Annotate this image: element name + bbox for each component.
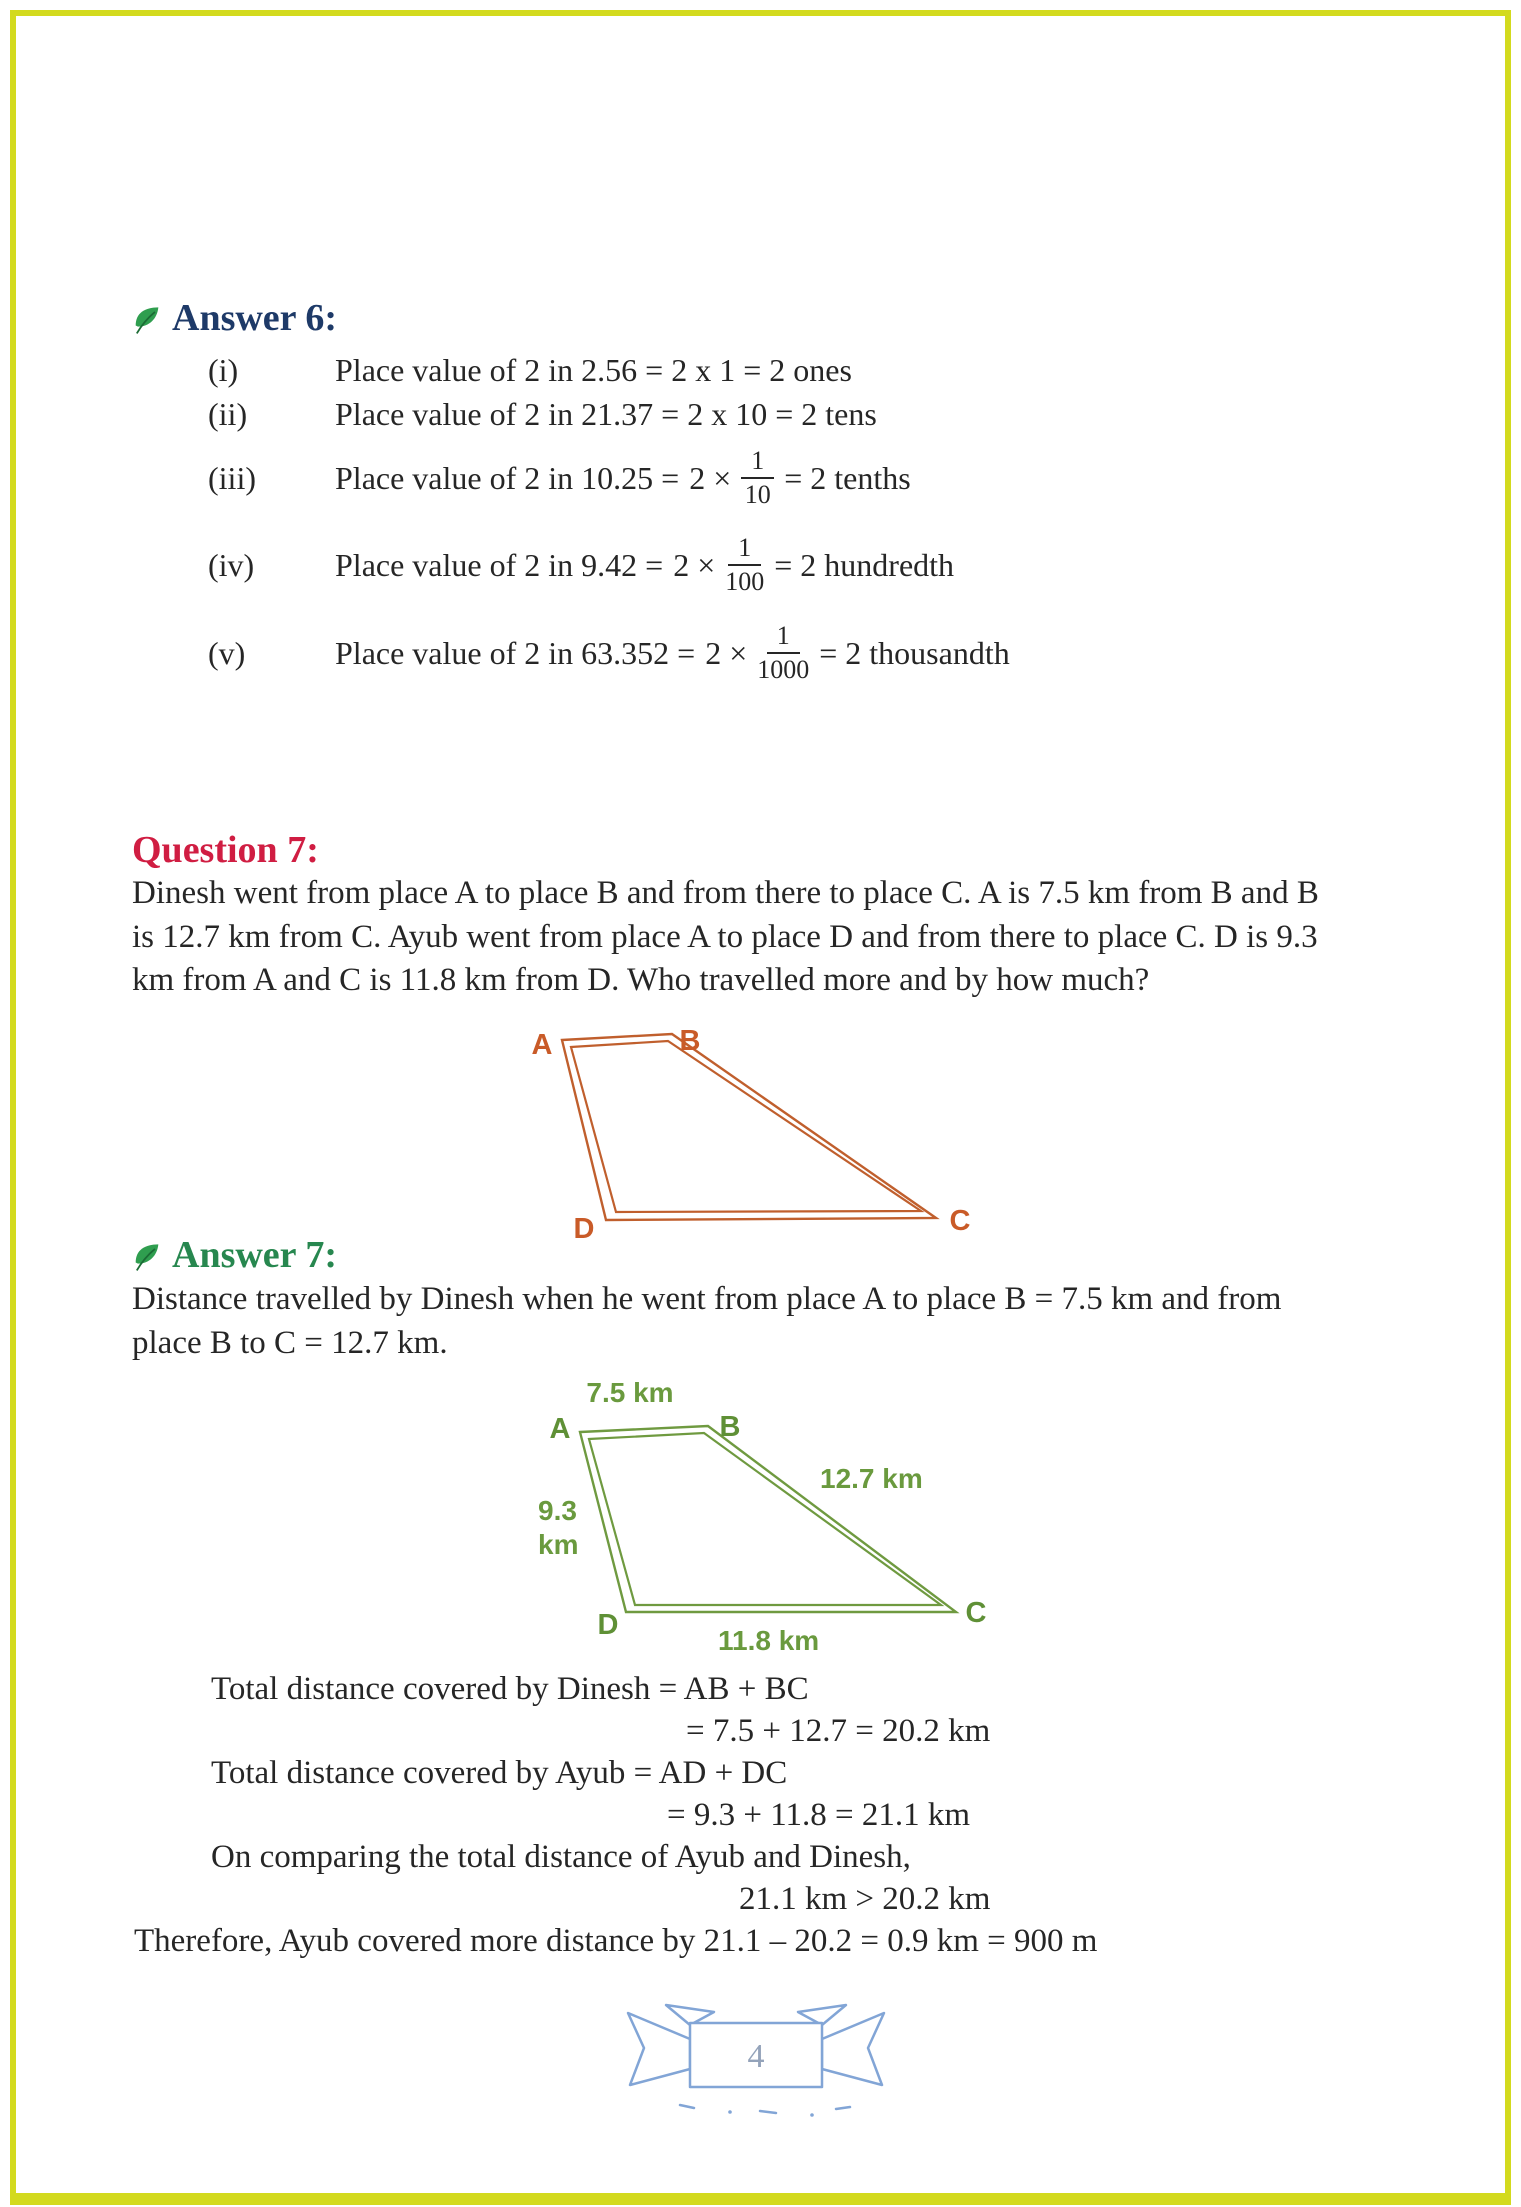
distance-label-dc: 11.8 km — [718, 1625, 820, 1656]
paragraph-line: is 12.7 km from C. Ayub went from place A to place D and from there to place C. D is 9.3 — [132, 918, 1318, 955]
fraction-numerator: 1 — [728, 532, 761, 567]
math-multiplier: 2 × — [705, 634, 748, 671]
route-diagram-question — [520, 1012, 990, 1247]
paragraph-line: km from A and C is 11.8 km from D. Who travelled more and by how much? — [132, 962, 1150, 998]
item-math — [335, 532, 954, 599]
question7-heading: Question 7: — [132, 829, 319, 871]
fraction-numerator: 1 — [767, 620, 800, 655]
item-math — [335, 620, 1010, 687]
fraction — [757, 620, 809, 687]
math-prefix: Place value of 2 in 63.352 = — [335, 634, 696, 671]
fraction-denominator: 10 — [744, 480, 771, 509]
item-math — [335, 445, 911, 512]
distance-label-ad-line1: 9.3 — [538, 1495, 577, 1526]
quad-outline-outer — [580, 1426, 956, 1612]
math-prefix: Place value of 2 in 10.25 = — [335, 459, 680, 496]
calc-line-comparison: On comparing the total distance of Ayub and Dinesh, — [211, 1839, 911, 1875]
vertex-label-b: B — [679, 1025, 701, 1057]
answer7-paragraph — [132, 1278, 1281, 1365]
calc-line-inequality: 21.1 km > 20.2 km — [739, 1881, 991, 1917]
fraction-denominator: 100 — [725, 567, 765, 596]
page-number: 4 — [747, 2038, 765, 2075]
answer6-item-iv — [208, 523, 954, 607]
item-label: (i) — [208, 352, 239, 388]
calc-line-ayub-total: Total distance covered by Ayub = AD + DC — [211, 1755, 788, 1791]
calc-line-ayub-sum: = 9.3 + 11.8 = 21.1 km — [667, 1797, 971, 1833]
vertex-label-d: D — [573, 1213, 595, 1245]
distance-label-bc: 12.7 km — [820, 1463, 923, 1494]
fraction-numerator: 1 — [741, 445, 774, 480]
math-multiplier: 2 × — [673, 546, 716, 583]
item-label: (iii) — [208, 459, 256, 496]
vertex-label-c: C — [949, 1205, 971, 1237]
distance-label-ad-line2: km — [538, 1529, 579, 1560]
paragraph-line: Distance travelled by Dinesh when he went from place A to place B = 7.5 km and from — [132, 1281, 1282, 1317]
fraction — [725, 532, 764, 599]
route-diagram-answer — [518, 1372, 1018, 1667]
ribbon-right-tail — [822, 2013, 884, 2085]
math-suffix: = 2 hundredth — [774, 546, 955, 583]
item-text: Place value of 2 in 21.37 = 2 x 10 = 2 tens — [335, 396, 877, 432]
answer6-item-ii — [208, 396, 877, 433]
answer7-heading-text: Answer 7: — [172, 1234, 338, 1276]
fraction — [741, 445, 774, 512]
item-label: (v) — [208, 634, 246, 671]
ribbon-dashes — [680, 2105, 850, 2117]
distance-label-ab: 7.5 km — [586, 1377, 674, 1408]
quad-outline-outer — [562, 1034, 936, 1220]
leaf-icon — [132, 1241, 162, 1275]
answer6-item-v — [208, 611, 1010, 695]
paragraph-line: place B to C = 12.7 km. — [132, 1324, 448, 1361]
math-suffix: = 2 tenths — [784, 459, 911, 496]
page-number-ribbon — [610, 1985, 902, 2121]
question7-paragraph — [132, 872, 1319, 1003]
calc-line-dinesh-total: Total distance covered by Dinesh = AB + BC — [211, 1671, 809, 1707]
item-label: (iv) — [208, 546, 255, 583]
item-label: (ii) — [208, 396, 248, 432]
vertex-label-d: D — [597, 1609, 619, 1641]
vertex-label-a: A — [549, 1413, 571, 1445]
answer7-heading — [132, 1233, 337, 1277]
answer6-heading — [132, 296, 337, 340]
vertex-label-b: B — [719, 1411, 741, 1443]
calc-line-dinesh-sum: = 7.5 + 12.7 = 20.2 km — [686, 1713, 991, 1749]
math-suffix: = 2 thousandth — [819, 634, 1010, 671]
item-text: Place value of 2 in 2.56 = 2 x 1 = 2 ones — [335, 352, 852, 388]
vertex-label-c: C — [965, 1597, 987, 1629]
fraction-denominator: 1000 — [757, 655, 810, 684]
vertex-label-a: A — [531, 1029, 553, 1061]
math-prefix: Place value of 2 in 9.42 = — [335, 546, 664, 583]
ribbon-left-tail — [628, 2013, 690, 2085]
paragraph-line: Dinesh went from place A to place B and from there to place C. A is 7.5 km from B and B — [132, 875, 1319, 911]
leaf-icon — [132, 304, 162, 338]
answer6-item-iii — [208, 436, 911, 520]
answer6-heading-text: Answer 6: — [172, 297, 338, 339]
quad-outline-inner — [571, 1041, 921, 1212]
math-multiplier: 2 × — [689, 459, 732, 496]
quad-outline-inner — [589, 1433, 941, 1605]
answer6-item-i — [208, 352, 852, 389]
calc-line-conclusion: Therefore, Ayub covered more distance by 21.1 – 20.2 = 0.9 km = 900 m — [134, 1923, 1098, 1959]
